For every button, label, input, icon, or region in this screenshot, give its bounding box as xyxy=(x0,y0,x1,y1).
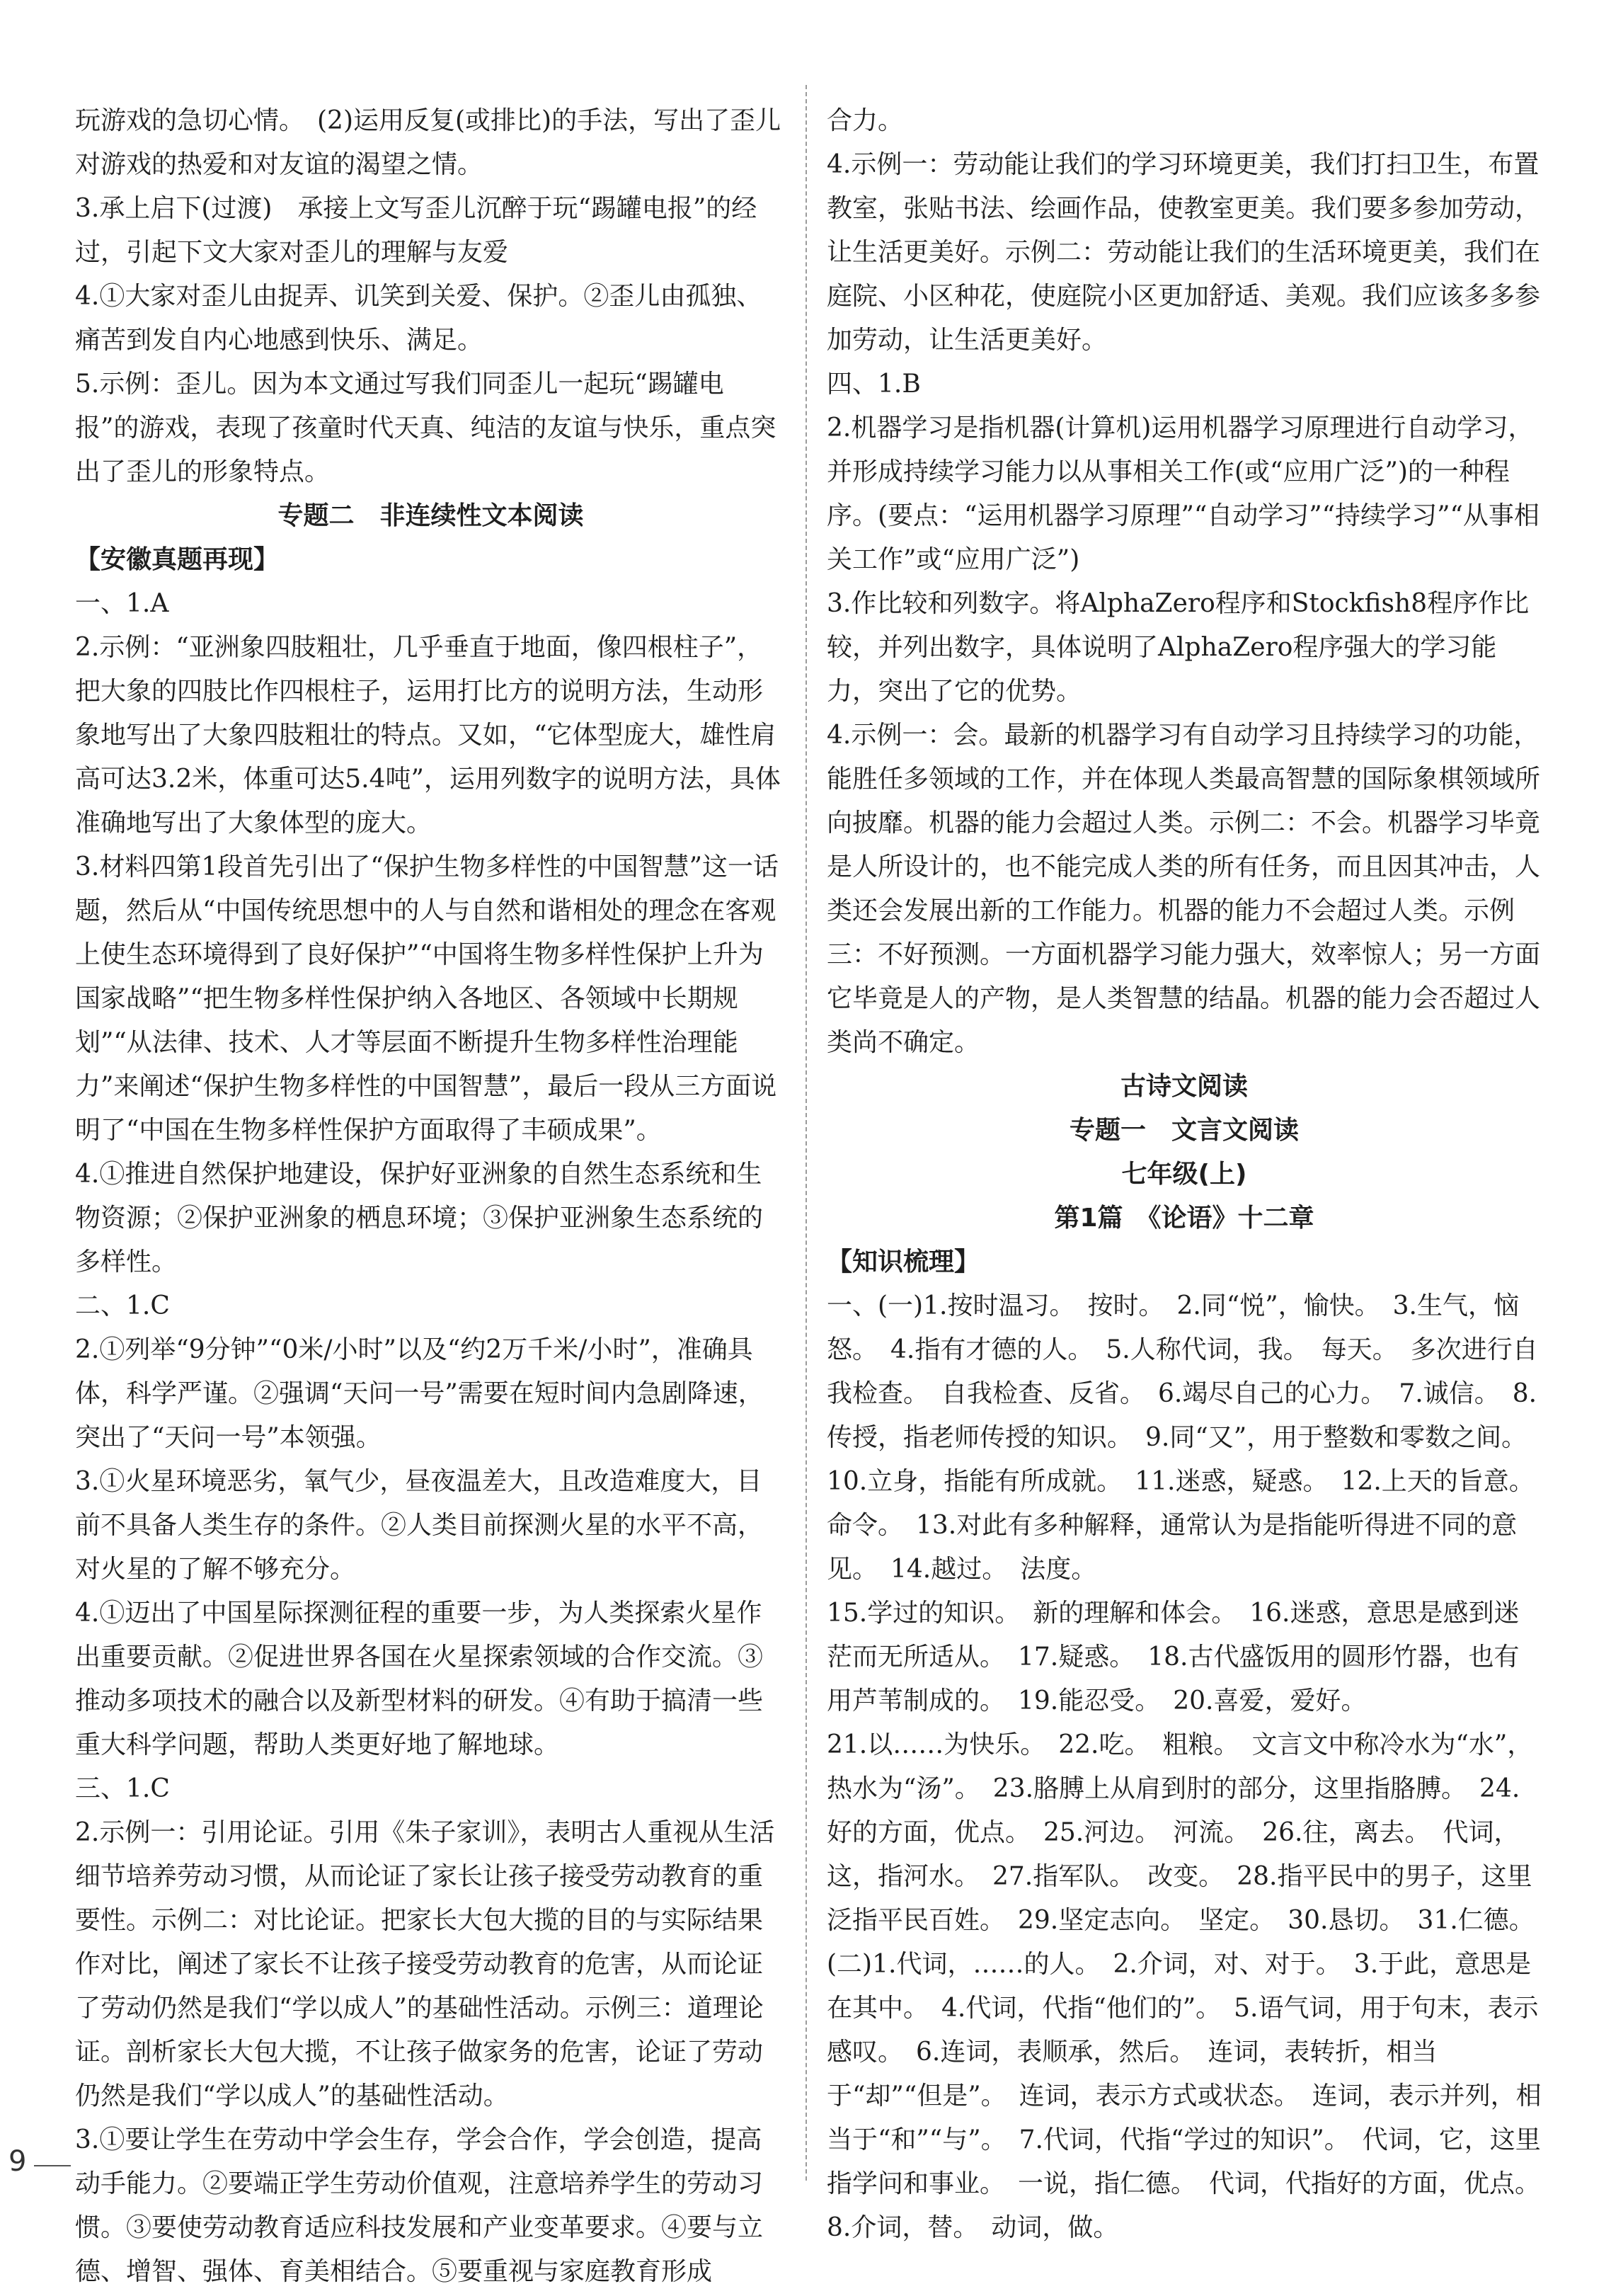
answer-paragraph: 2.机器学习是指机器(计算机)运用机器学习原理进行自动学习，并形成持续学习能力以从事相关工作(或“应用广泛”)的一种程序。(要点：“运用机器学习原理”“自动学习”“持续学习”“从事相关工作”或“应用广泛”) xyxy=(827,413,1540,574)
answer-paragraph: 一、(一)1.按时温习。 按时。 2.同“悦”，愉快。 3.生气，恼怒。 4.指有才德的人。 5.人称代词，我。 每天。 多次进行自我检查。 自我检查、反省。 6.竭尽自己的心力。 7.诚信。 8.传授，指老师传授的知识。 9.同“又”，用于整数和零数之间。 10.立身，指能有所成就。 11.迷惑，疑惑。 12.上天的旨意。 命令。 13.对此有多种解释，通常认为是指能听得进不同的意见。 14.越过。 法度。 xyxy=(827,1291,1547,1584)
right-column xyxy=(827,99,1554,2250)
answer-paragraph: 5.示例：歪儿。因为本文通过写我们同歪儿一起玩“踢罐电报”的游戏，表现了孩童时代天真、纯洁的友谊与快乐，重点突出了歪儿的形象特点。 xyxy=(75,370,776,486)
section-heading: 专题二 非连续性文本阅读 xyxy=(277,501,584,530)
answer-paragraph: 4.示例一：劳动能让我们的学习环境更美，我们打扫卫生，布置教室，张贴书法、绘画作品，使教室更美。我们要多参加劳动，让生活更美好。示例二：劳动能让我们的生活环境更美，我们在庭院、小区种花，使庭院小区更加舒适、美观。我们应该多多参加劳动，让生活更美好。 xyxy=(827,150,1541,355)
answer-paragraph: 2.①列举“9分钟”“0米/小时”以及“约2万千米/小时”，准确具体，科学严谨。②强调“天问一号”需要在短时间内急剧降速，突出了“天问一号”本领强。 xyxy=(75,1335,764,1452)
answer-paragraph: 3.承上启下(过渡) 承接上文写歪儿沉醉于玩“踢罐电报”的经过，引起下文大家对歪儿的理解与友爱 xyxy=(75,194,757,267)
answer-paragraph: 15.学过的知识。 新的理解和体会。 16.迷惑，意思是感到迷茫而无所适从。 17.疑惑。 18.古代盛饭用的圆形竹器，也有用芦苇制成的。 19.能忍受。 20.喜爱，爱好。 xyxy=(827,1599,1520,1715)
answer-paragraph: 2.示例：“亚洲象四肢粗壮，几乎垂直于地面，像四根柱子”，把大象的四肢比作四根柱子，运用打比方的说明方法，生动形象地写出了大象四肢粗壮的特点。又如，“它体型庞大，雄性肩高可达3.2米，体重可达5.4吨”，运用列数字的说明方法，具体准确地写出了大象体型的庞大。 xyxy=(75,633,781,838)
answer-paragraph: 3.作比较和列数字。将AlphaZero程序和Stockfish8程序作比较，并列出数字，具体说明了AlphaZero程序强大的学习能力，突出了它的优势。 xyxy=(827,589,1530,706)
answer-paragraph: 一、1.A xyxy=(75,589,169,618)
answer-paragraph: 二、1.C xyxy=(75,1291,170,1320)
answer-paragraph: 合力。 xyxy=(827,106,904,135)
answer-paragraph: 4.①推进自然保护地建设，保护好亚洲象的自然生态系统和生物资源；②保护亚洲象的栖息环境；③保护亚洲象生态系统的多样性。 xyxy=(75,1160,764,1276)
answer-paragraph: 3.①要让学生在劳动中学会生存，学会合作，学会创造，提高动手能力。②要端正学生劳动价值观，注意培养学生的劳动习惯。③要使劳动教育适应科技发展和产业变革要求。④要与立德、增智、强体、育美相结合。⑤要重视与家庭教育形成 xyxy=(75,2125,764,2286)
page-number-rule xyxy=(34,2165,71,2166)
answer-paragraph: 21.以……为快乐。 22.吃。 粗粮。 文言文中称冷水为“水”，热水为“汤”。 23.胳膊上从肩到肘的部分，这里指胳膊。 24.好的方面，优点。 25.河边。 河流。 26.往，离去。 代词，这，指河水。 27.指军队。 改变。 28.指平民中的男子，这里泛指平民百姓。 29.坚定志向。 坚定。 30.恳切。 31.仁德。 xyxy=(827,1730,1535,1935)
section-heading: 七年级(上) xyxy=(1121,1160,1247,1189)
section-heading: 第1篇 《论语》十二章 xyxy=(1054,1204,1314,1233)
page-number: 9 xyxy=(8,2145,27,2178)
section-heading: 古诗文阅读 xyxy=(1120,1072,1248,1101)
answer-paragraph: 玩游戏的急切心情。 (2)运用反复(或排比)的手法，写出了歪儿对游戏的热爱和对友谊的渴望之情。 xyxy=(75,106,781,179)
subsection-label: 【知识梳理】 xyxy=(827,1247,980,1276)
answer-paragraph: 3.材料四第1段首先引出了“保护生物多样性的中国智慧”这一话题，然后从“中国传统思想中的人与自然和谐相处的理念在客观上使生态环境得到了良好保护”“中国将生物多样性保护上升为国家战略”“把生物多样性保护纳入各地区、各领域中长期规划”“从法律、技术、人才等层面不断提升生物多样性治理能力”来阐述“保护生物多样性的中国智慧”，最后一段从三方面说明了“中国在生物多样性保护方面取得了丰硕成果”。 xyxy=(75,852,779,1145)
answer-paragraph: 四、1.B xyxy=(827,370,921,399)
answer-paragraph: 2.示例一：引用论证。引用《朱子家训》，表明古人重视从生活细节培养劳动习惯，从而论证了家长让孩子接受劳动教育的重要性。示例二：对比论证。把家长大包大揽的目的与实际结果作对比，阐述了家长不让孩子接受劳动教育的危害，从而论证了劳动仍然是我们“学以成人”的基础性活动。示例三：道理论证。剖析家长大包大揽，不让孩子做家务的危害，论证了劳动仍然是我们“学以成人”的基础性活动。 xyxy=(75,1818,775,2111)
subsection-label: 【安徽真题再现】 xyxy=(75,545,280,574)
answer-paragraph: 三、1.C xyxy=(75,1774,170,1803)
answer-paragraph: (二)1.代词，……的人。 2.介词，对、对于。 3.于此，意思是在其中。 4.代词，代指“他们的”。 5.语气词，用于句末，表示感叹。 6.连词，表顺承，然后。 连词，表转折，相当于“却”“但是”。 连词，表示方式或状态。 连词，表示并列，相当于“和”“与”。 7.代词，代指“学过的知识”。 代词，它，这里指学问和事业。 一说，指仁德。 代词，代指好的方面，优点。 8.介词，替。 动词，做。 xyxy=(827,1950,1554,2242)
section-heading: 专题一 文言文阅读 xyxy=(1069,1116,1299,1145)
answer-paragraph: 4.①迈出了中国星际探测征程的重要一步，为人类探索火星作出重要贡献。②促进世界各国在火星探索领域的合作交流。③推动多项技术的融合以及新型材料的研发。④有助于搞清一些重大科学问题，帮助人类更好地了解地球。 xyxy=(75,1599,764,1759)
answer-paragraph: 3.①火星环境恶劣，氧气少，昼夜温差大，且改造难度大，目前不具备人类生存的条件。②人类目前探测火星的水平不高，对火星的了解不够充分。 xyxy=(75,1467,764,1584)
answer-paragraph: 4.①大家对歪儿由捉弄、讥笑到关爱、保护。②歪儿由孤独、痛苦到发自内心地感到快乐、满足。 xyxy=(75,282,762,355)
answer-paragraph: 4.示例一：会。最新的机器学习有自动学习且持续学习的功能，能胜任多领域的工作，并在体现人类最高智慧的国际象棋领域所向披靡。机器的能力会超过人类。示例二：不会。机器学习毕竟是人所设计的，也不能完成人类的所有任务，而且因其冲击，人类还会发展出新的工作能力。机器的能力不会超过人类。示例三：不好预测。一方面机器学习能力强大，效率惊人；另一方面它毕竟是人的产物，是人类智慧的结晶。机器的能力会否超过人类尚不确定。 xyxy=(827,721,1541,1057)
left-column xyxy=(75,99,786,2294)
column-divider xyxy=(806,85,807,2181)
